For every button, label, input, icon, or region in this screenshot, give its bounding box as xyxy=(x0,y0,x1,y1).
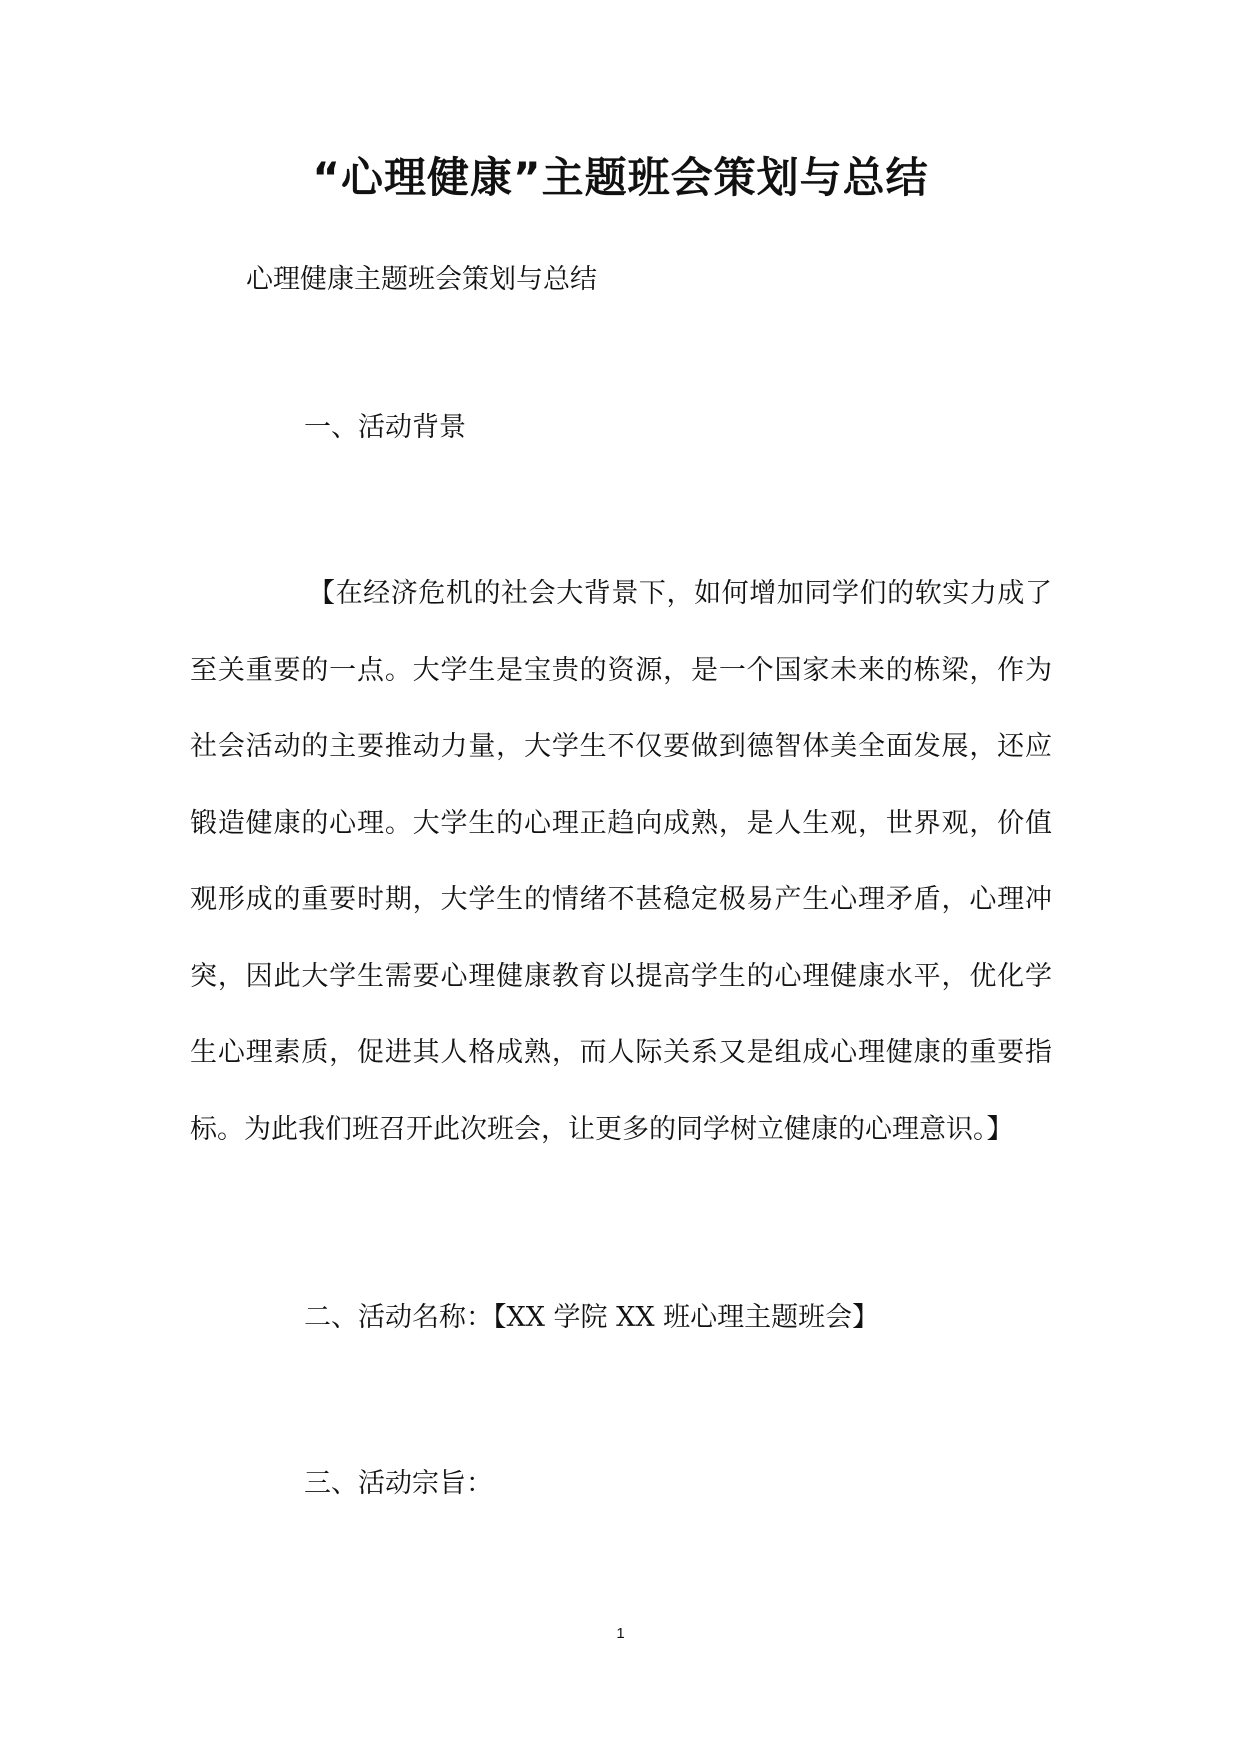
page-number: 1 xyxy=(616,1625,625,1642)
document-subtitle: 心理健康主题班会策划与总结 xyxy=(246,264,597,295)
section-heading-background: 一、活动背景 xyxy=(304,412,466,443)
section-body-background: 【在经济危机的社会大背景下，如何增加同学们的软实力成了至关重要的一点。大学生是宝贵的资源，是一个国家未来的栋梁，作为社会活动的主要推动力量，大学生不仅要做到德智体美全面发展，还应锻造健康的心理。大学生的心理正趋向成熟，是人生观，世界观，价值观形成的重要时期，大学生的情绪不甚稳定极易产生心理矛盾，心理冲突，因此大学生需要心理健康教育以提高学生的心理健康水平，优化学生心理素质，促进其人格成熟，而人际关系又是组成心理健康的重要指标。为此我们班召开此次班会，让更多的同学树立健康的心理意识。】 xyxy=(190,578,1052,1145)
section-heading-purpose: 三、活动宗旨： xyxy=(304,1468,493,1499)
section-heading-activity-name: 二、活动名称：【XX 学院 XX 班心理主题班会】 xyxy=(304,1302,880,1333)
document-title: “心理健康”主题班会策划与总结 xyxy=(312,153,929,202)
